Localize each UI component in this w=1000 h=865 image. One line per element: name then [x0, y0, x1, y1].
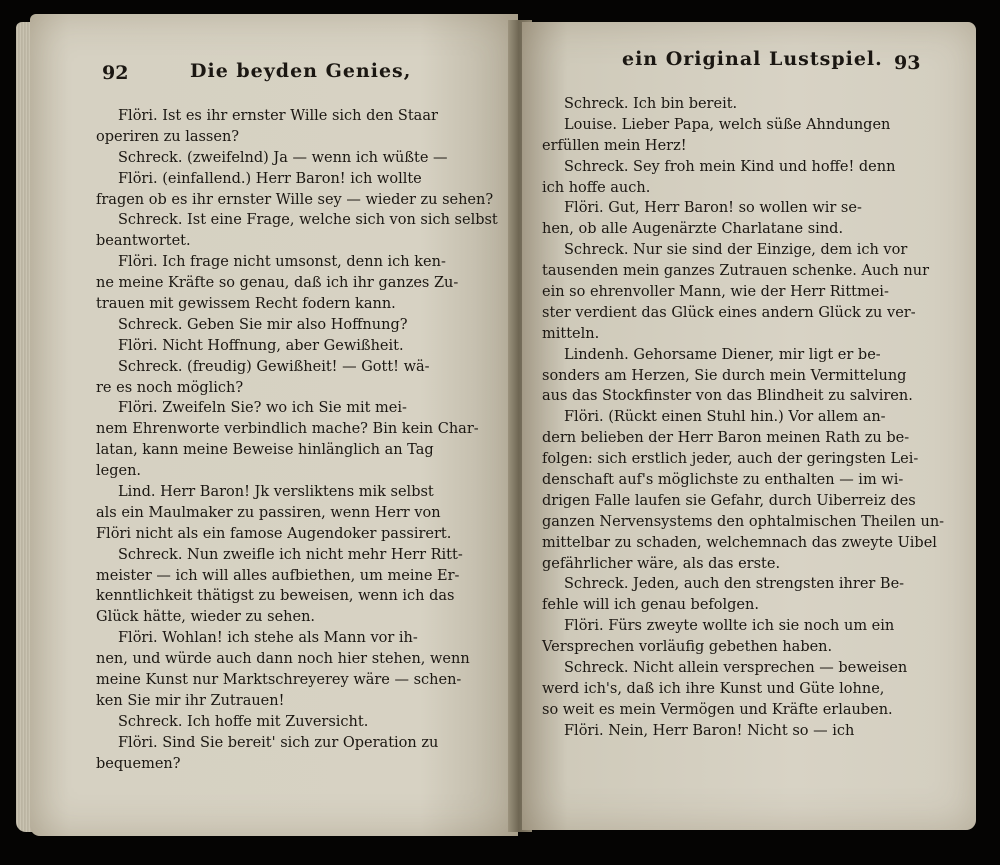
- text-line: drigen Falle laufen sie Gefahr, durch Uiberreiz des: [542, 492, 916, 509]
- text-line: Schreck. Sey froh mein Kind und hoffe! denn: [564, 158, 896, 175]
- right-running-head: ein Original Lustspiel.: [622, 48, 883, 70]
- text-line: Flöri. (einfallend.) Herr Baron! ich wollte: [118, 170, 422, 187]
- text-line: re es noch möglich?: [96, 379, 244, 396]
- text-line: ster verdient das Glück eines andern Glück zu ver-: [542, 304, 916, 321]
- text-line: erfüllen mein Herz!: [542, 137, 687, 154]
- text-line: fragen ob es ihr ernster Wille sey — wieder zu sehen?: [96, 191, 494, 208]
- text-line: mittelbar zu schaden, welchemnach das zweyte Uibel: [542, 534, 937, 551]
- text-line: Schreck. Ich bin bereit.: [564, 96, 738, 112]
- right-page-number: 93: [894, 52, 921, 74]
- text-line: latan, kann meine Beweise hinlänglich an Tag: [96, 442, 434, 459]
- text-line: so weit es mein Vermögen und Kräfte erlauben.: [542, 701, 893, 718]
- text-line: Louise. Lieber Papa, welch süße Ahndungen: [564, 116, 891, 133]
- text-line: operiren zu lassen?: [96, 128, 240, 145]
- left-running-head: Die beyden Genies,: [190, 60, 412, 82]
- text-line: meine Kunst nur Marktschreyerey wäre — schen-: [96, 672, 462, 689]
- text-line: ich hoffe auch.: [542, 179, 651, 196]
- left-page-number: 92: [102, 62, 129, 84]
- text-line: Flöri. Wohlan! ich stehe als Mann vor ih-: [118, 630, 418, 647]
- text-line: Flöri. Zweifeln Sie? wo ich Sie mit mei-: [118, 400, 407, 417]
- text-line: aus das Stockfinster von das Blindheit zu salviren.: [542, 388, 913, 405]
- text-line: Flöri. Nein, Herr Baron! Nicht so — ich: [564, 722, 855, 739]
- text-line: hen, ob alle Augenärzte Charlatane sind.: [542, 221, 844, 238]
- text-line: beantwortet.: [96, 233, 191, 250]
- text-line: Schreck. Geben Sie mir also Hoffnung?: [118, 316, 408, 333]
- text-line: ganzen Nervensystems den ophtalmischen Theilen un-: [542, 513, 945, 530]
- text-line: Schreck. (zweifelnd) Ja — wenn ich wüßte —: [118, 149, 448, 166]
- text-line: werd ich's, daß ich ihre Kunst und Güte lohne,: [542, 680, 885, 697]
- text-line: Schreck. Jeden, auch den strengsten ihrer Be-: [564, 576, 905, 593]
- text-line: mitteln.: [542, 325, 600, 342]
- text-line: legen.: [96, 463, 142, 480]
- text-line: ne meine Kräfte so genau, daß ich ihr ganzes Zu-: [96, 275, 459, 292]
- text-line: nem Ehrenworte verbindlich mache? Bin kein Char-: [96, 421, 479, 438]
- text-line: Schreck. Ich hoffe mit Zuversicht.: [118, 713, 369, 730]
- text-line: Flöri. Sind Sie bereit' sich zur Operation zu: [118, 734, 439, 751]
- text-line: Schreck. Nicht allein versprechen — beweisen: [564, 660, 908, 677]
- right-page-text: [542, 94, 944, 742]
- text-line: Schreck. Ist eine Frage, welche sich von sich selbst: [118, 212, 498, 229]
- text-line: Flöri. Nicht Hoffnung, aber Gewißheit.: [118, 337, 404, 354]
- text-line: Schreck. Nur sie sind der Einzige, dem ich vor: [564, 242, 908, 259]
- left-page: [30, 14, 518, 836]
- text-line: ken Sie mir ihr Zutrauen!: [96, 692, 285, 709]
- text-line: denschaft auf's möglichste zu enthalten — im wi-: [542, 472, 904, 489]
- text-line: Versprechen vorläufig gebethen haben.: [542, 639, 833, 656]
- text-line: Lind. Herr Baron! Jk versliktens mik selbst: [118, 484, 434, 501]
- text-line: ein so ehrenvoller Mann, wie der Herr Rittmei-: [542, 284, 889, 301]
- text-line: Lindenh. Gehorsame Diener, mir ligt er be-: [564, 346, 881, 363]
- text-line: Schreck. Nun zweifle ich nicht mehr Herr Ritt-: [118, 546, 463, 563]
- text-line: Glück hätte, wieder zu sehen.: [96, 609, 316, 626]
- text-line: tausenden mein ganzes Zutrauen schenke. Auch nur: [542, 263, 930, 280]
- text-line: Flöri. Ist es ihr ernster Wille sich den Staar: [118, 108, 438, 124]
- text-line: trauen mit gewissem Recht fodern kann.: [96, 296, 396, 313]
- text-line: meister — ich will alles aufbiethen, um meine Er-: [96, 567, 460, 584]
- text-line: Flöri. Ich frage nicht umsonst, denn ich ken-: [118, 254, 446, 271]
- text-line: bequemen?: [96, 755, 181, 772]
- text-line: Flöri. Gut, Herr Baron! so wollen wir se-: [564, 200, 862, 217]
- text-line: sonders am Herzen, Sie durch mein Vermittelung: [542, 367, 907, 384]
- text-line: Flöri. Fürs zweyte wollte ich sie noch um ein: [564, 618, 895, 635]
- text-line: fehle will ich genau befolgen.: [542, 597, 759, 614]
- text-line: nen, und würde auch dann noch hier stehen, wenn: [96, 651, 470, 668]
- text-line: Flöri nicht als ein famose Augendoker passirert.: [96, 525, 452, 542]
- text-line: Schreck. (freudig) Gewißheit! — Gott! wä-: [118, 358, 430, 375]
- text-line: als ein Maulmaker zu passiren, wenn Herr von: [96, 504, 441, 521]
- text-line: Flöri. (Rückt einen Stuhl hin.) Vor allem an-: [564, 409, 886, 426]
- right-page: [522, 22, 976, 830]
- left-page-text: [96, 106, 498, 775]
- text-line: folgen: sich erstlich jeder, auch der geringsten Lei-: [542, 451, 919, 468]
- text-line: kenntlichkeit thätigst zu beweisen, wenn ich das: [96, 588, 455, 605]
- text-line: dern belieben der Herr Baron meinen Rath zu be-: [542, 430, 910, 447]
- text-line: gefährlicher wäre, als das erste.: [542, 555, 781, 572]
